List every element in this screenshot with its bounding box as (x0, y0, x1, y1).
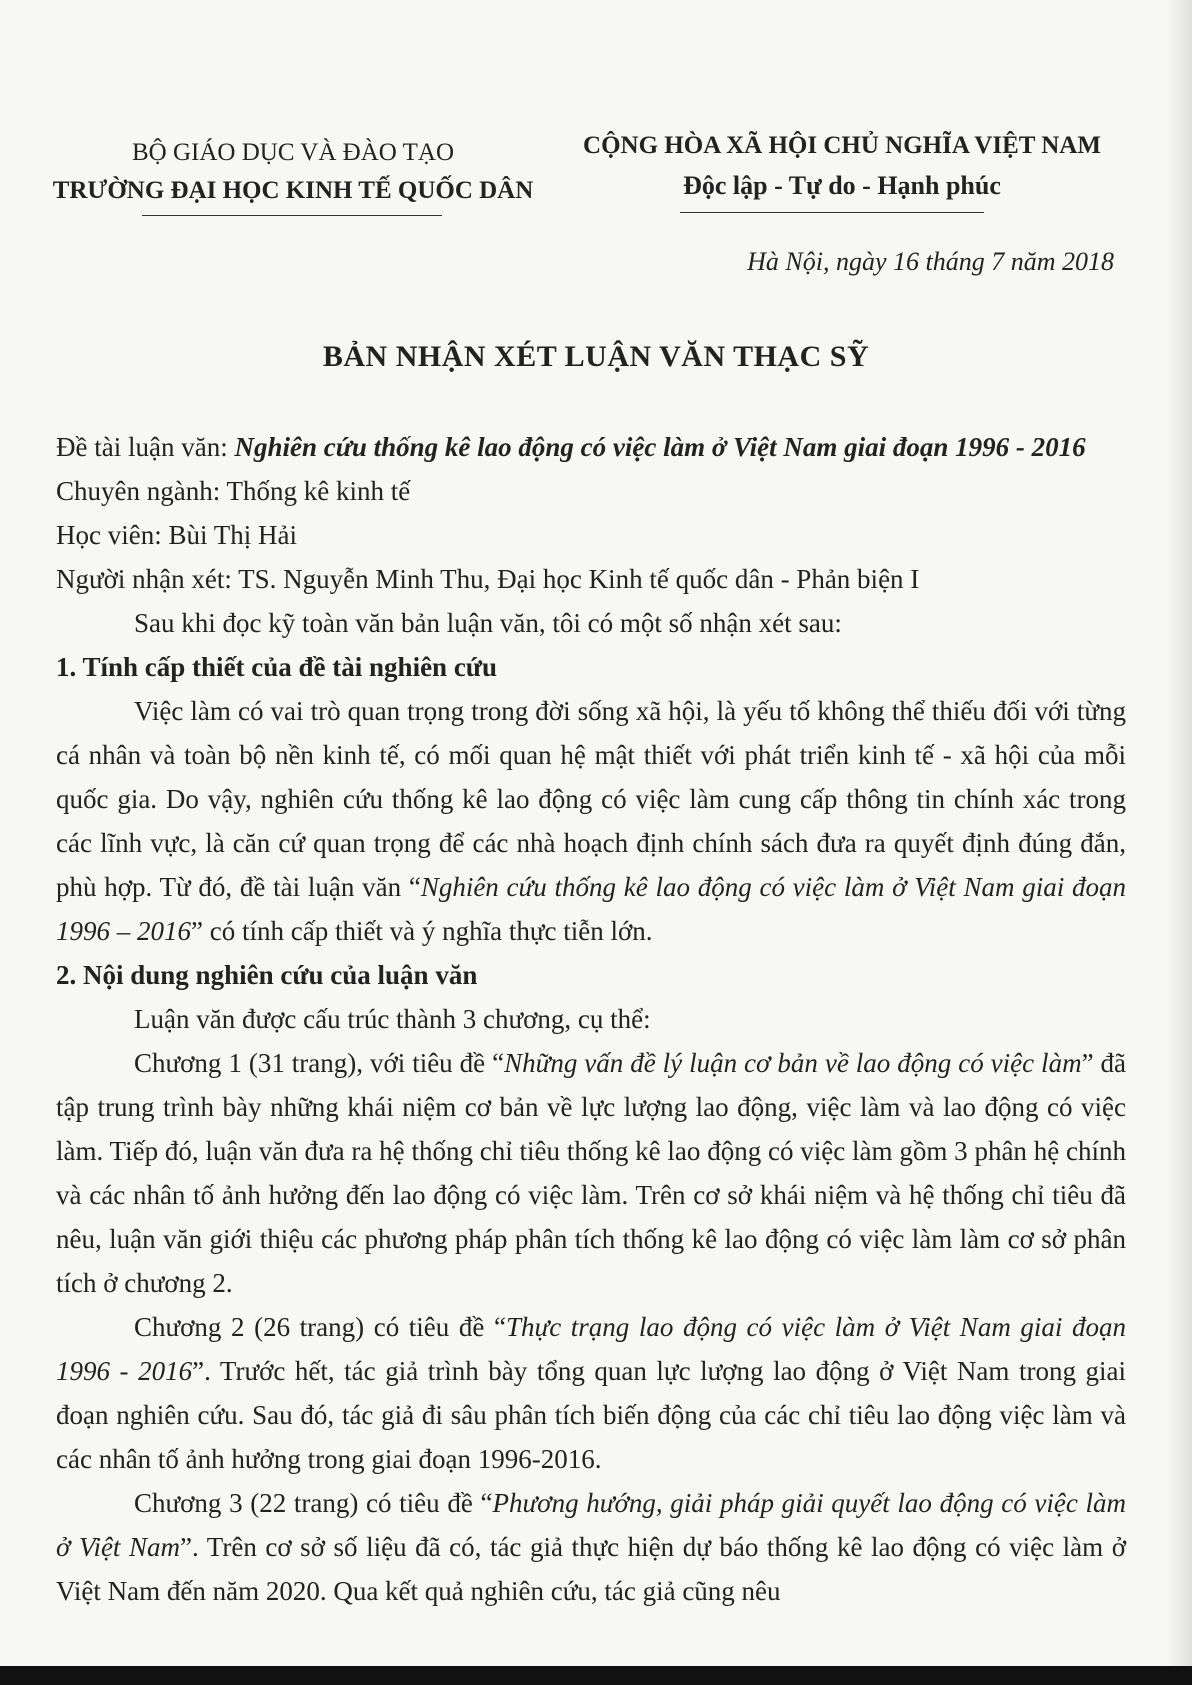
chapter3-paragraph (56, 1481, 1126, 1613)
date-line: Hà Nội, ngày 16 tháng 7 năm 2018 (747, 247, 1114, 276)
major-line: Chuyên ngành: Thống kê kinh tế (56, 476, 411, 506)
chapter3-text-b: ”. Trên cơ sở số liệu đã có, tác giả thực hiện dự báo thống kê lao động có việc làm ở Việt Nam đến năm 2020. Qua kết quả nghiên cứu, tác giả cũng nêu (56, 1532, 1126, 1606)
student-line: Học viên: Bùi Thị Hải (56, 520, 297, 550)
section2-intro: Luận văn được cấu trúc thành 3 chương, cụ thể: (134, 1004, 651, 1034)
chapter1-text-b: ” đã tập trung trình bày những khái niệm cơ bản về lực lượng lao động, việc làm và lao động có việc làm. Tiếp đó, luận văn đưa ra hệ thống chỉ tiêu thống kê lao động có việc làm gồm 3 phân hệ chính và các nhân tố ảnh hưởng đến lao động có việc làm. Trên cơ sở khái niệm và hệ thống chỉ tiêu đã nêu, luận văn giới thiệu các phương pháp phân tích thống kê lao động có việc làm làm cơ sở phân tích ở chương 2. (56, 1048, 1126, 1298)
section1-heading: 1. Tính cấp thiết của đề tài nghiên cứu (56, 652, 498, 682)
chapter1-paragraph (56, 1041, 1126, 1305)
chapter2-title: Thực trạng lao động có việc làm ở Việt Nam giai đoạn 1996 - 2016 (56, 1312, 1126, 1386)
national-motto: Độc lập - Tự do - Hạnh phúc (683, 171, 1001, 200)
bottom-black-bar (0, 1666, 1192, 1685)
header-left-rule (142, 215, 442, 216)
topic-value: Nghiên cứu thống kê lao động có việc làm ở Việt Nam giai đoạn 1996 - 2016 (234, 432, 1086, 462)
chapter2-text-a: Chương 2 (26 trang) có tiêu đề “ (134, 1312, 506, 1342)
chapter1-text-a: Chương 1 (31 trang), với tiêu đề “ (134, 1048, 505, 1078)
header-left (48, 134, 538, 210)
chapter2-paragraph (56, 1305, 1126, 1481)
section1-paragraph (56, 689, 1126, 953)
topic-line (56, 425, 1126, 469)
chapter1-title: Những vấn đề lý luận cơ bản về lao động có việc làm (504, 1048, 1082, 1078)
chapter3-title: Phương hướng, giải pháp giải quyết lao động có việc làm ở Việt Nam (56, 1488, 1126, 1562)
document-body (56, 425, 1126, 1613)
header-right (572, 126, 1112, 206)
university-name: TRƯỜNG ĐẠI HỌC KINH TẾ QUỐC DÂN (52, 177, 534, 204)
intro-paragraph: Sau khi đọc kỹ toàn văn bản luận văn, tôi có một số nhận xét sau: (134, 608, 842, 638)
topic-label: Đề tài luận văn: (56, 432, 235, 462)
chapter2-text-b: ”. Trước hết, tác giả trình bày tổng quan lực lượng lao động ở Việt Nam trong giai đoạn nghiên cứu. Sau đó, tác giả đi sâu phân tích biến động của các chỉ tiêu lao động việc làm và các nhân tố ảnh hưởng trong giai đoạn 1996-2016. (56, 1356, 1126, 1474)
page-edge-shadow (1166, 0, 1192, 1685)
header-right-rule (680, 212, 984, 213)
section2-heading: 2. Nội dung nghiên cứu của luận văn (56, 960, 478, 990)
section1-text-a: Việc làm có vai trò quan trọng trong đời sống xã hội, là yếu tố không thể thiếu đối với từng cá nhân và toàn bộ nền kinh tế, có mối quan hệ mật thiết với phát triển kinh tế - xã hội của mỗi quốc gia. Do vậy, nghiên cứu thống kê lao động có việc làm cung cấp thông tin chính xác trong các lĩnh vực, là căn cứ quan trọng để các nhà hoạch định chính sách đưa ra quyết định đúng đắn, phù hợp. Từ đó, đề tài luận văn “ (56, 696, 1126, 902)
chapter3-text-a: Chương 3 (22 trang) có tiêu đề “ (134, 1488, 493, 1518)
document-title: BẢN NHẬN XÉT LUẬN VĂN THẠC SỸ (322, 340, 870, 373)
section1-text-italic: Nghiên cứu thống kê lao động có việc làm ở Việt Nam giai đoạn 1996 – 2016 (56, 872, 1127, 946)
ministry-name: BỘ GIÁO DỤC VÀ ĐÀO TẠO (132, 139, 454, 166)
reviewer-line: Người nhận xét: TS. Nguyễn Minh Thu, Đại học Kinh tế quốc dân - Phản biện I (56, 564, 920, 594)
section1-text-b: ” có tính cấp thiết và ý nghĩa thực tiễn lớn. (191, 916, 653, 946)
republic-name: CỘNG HÒA XÃ HỘI CHỦ NGHĨA VIỆT NAM (583, 132, 1101, 159)
